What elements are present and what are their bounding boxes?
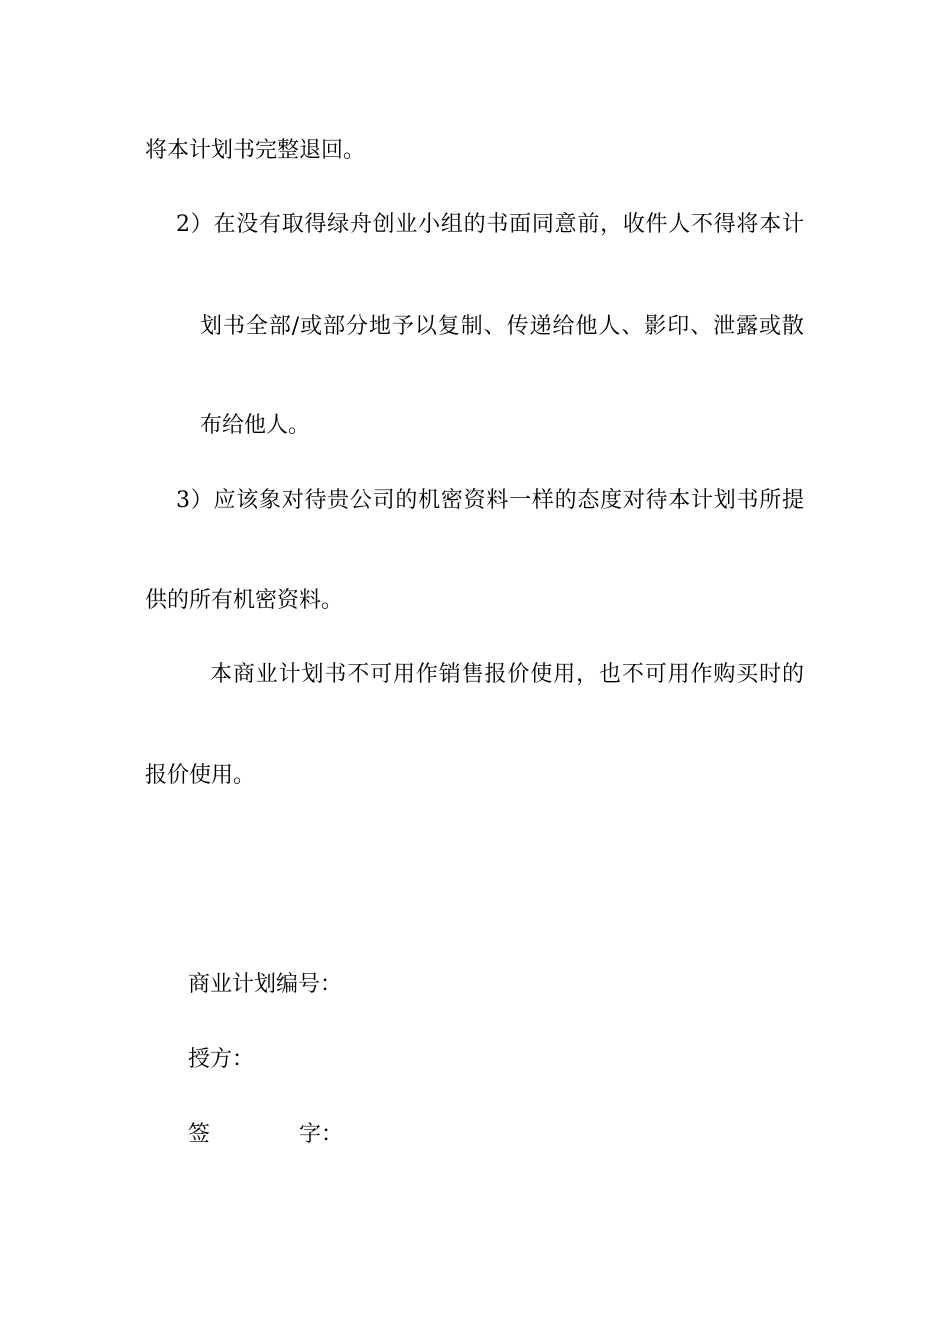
signature-label <box>188 1121 348 1149</box>
signature-char-1: 签 <box>188 1122 211 1147</box>
signature-char-2: 字： <box>299 1122 344 1147</box>
note-line-1: 本商业计划书不可用作销售报价使用，也不可用作购买时的 <box>210 662 804 687</box>
item-3-line-1: 3）应该象对待贵公司的机密资料一样的态度对待本计划书所提 <box>176 488 804 513</box>
plan-number-label: 商业计划编号： <box>188 972 343 997</box>
item-2-line-1: 2）在没有取得绿舟创业小组的书面同意前，收件人不得将本计 <box>176 212 804 237</box>
item-3-line-2: 供的所有机密资料。 <box>145 588 344 613</box>
item-2-line-3: 布给他人。 <box>200 413 311 438</box>
recipient-label: 授方： <box>188 1047 255 1072</box>
paragraph-line: 将本计划书完整退回。 <box>145 138 366 163</box>
note-line-2: 报价使用。 <box>145 763 256 788</box>
item-2-line-2: 划书全部/或部分地予以复制、传递给他人、影印、泄露或散 <box>200 314 804 339</box>
